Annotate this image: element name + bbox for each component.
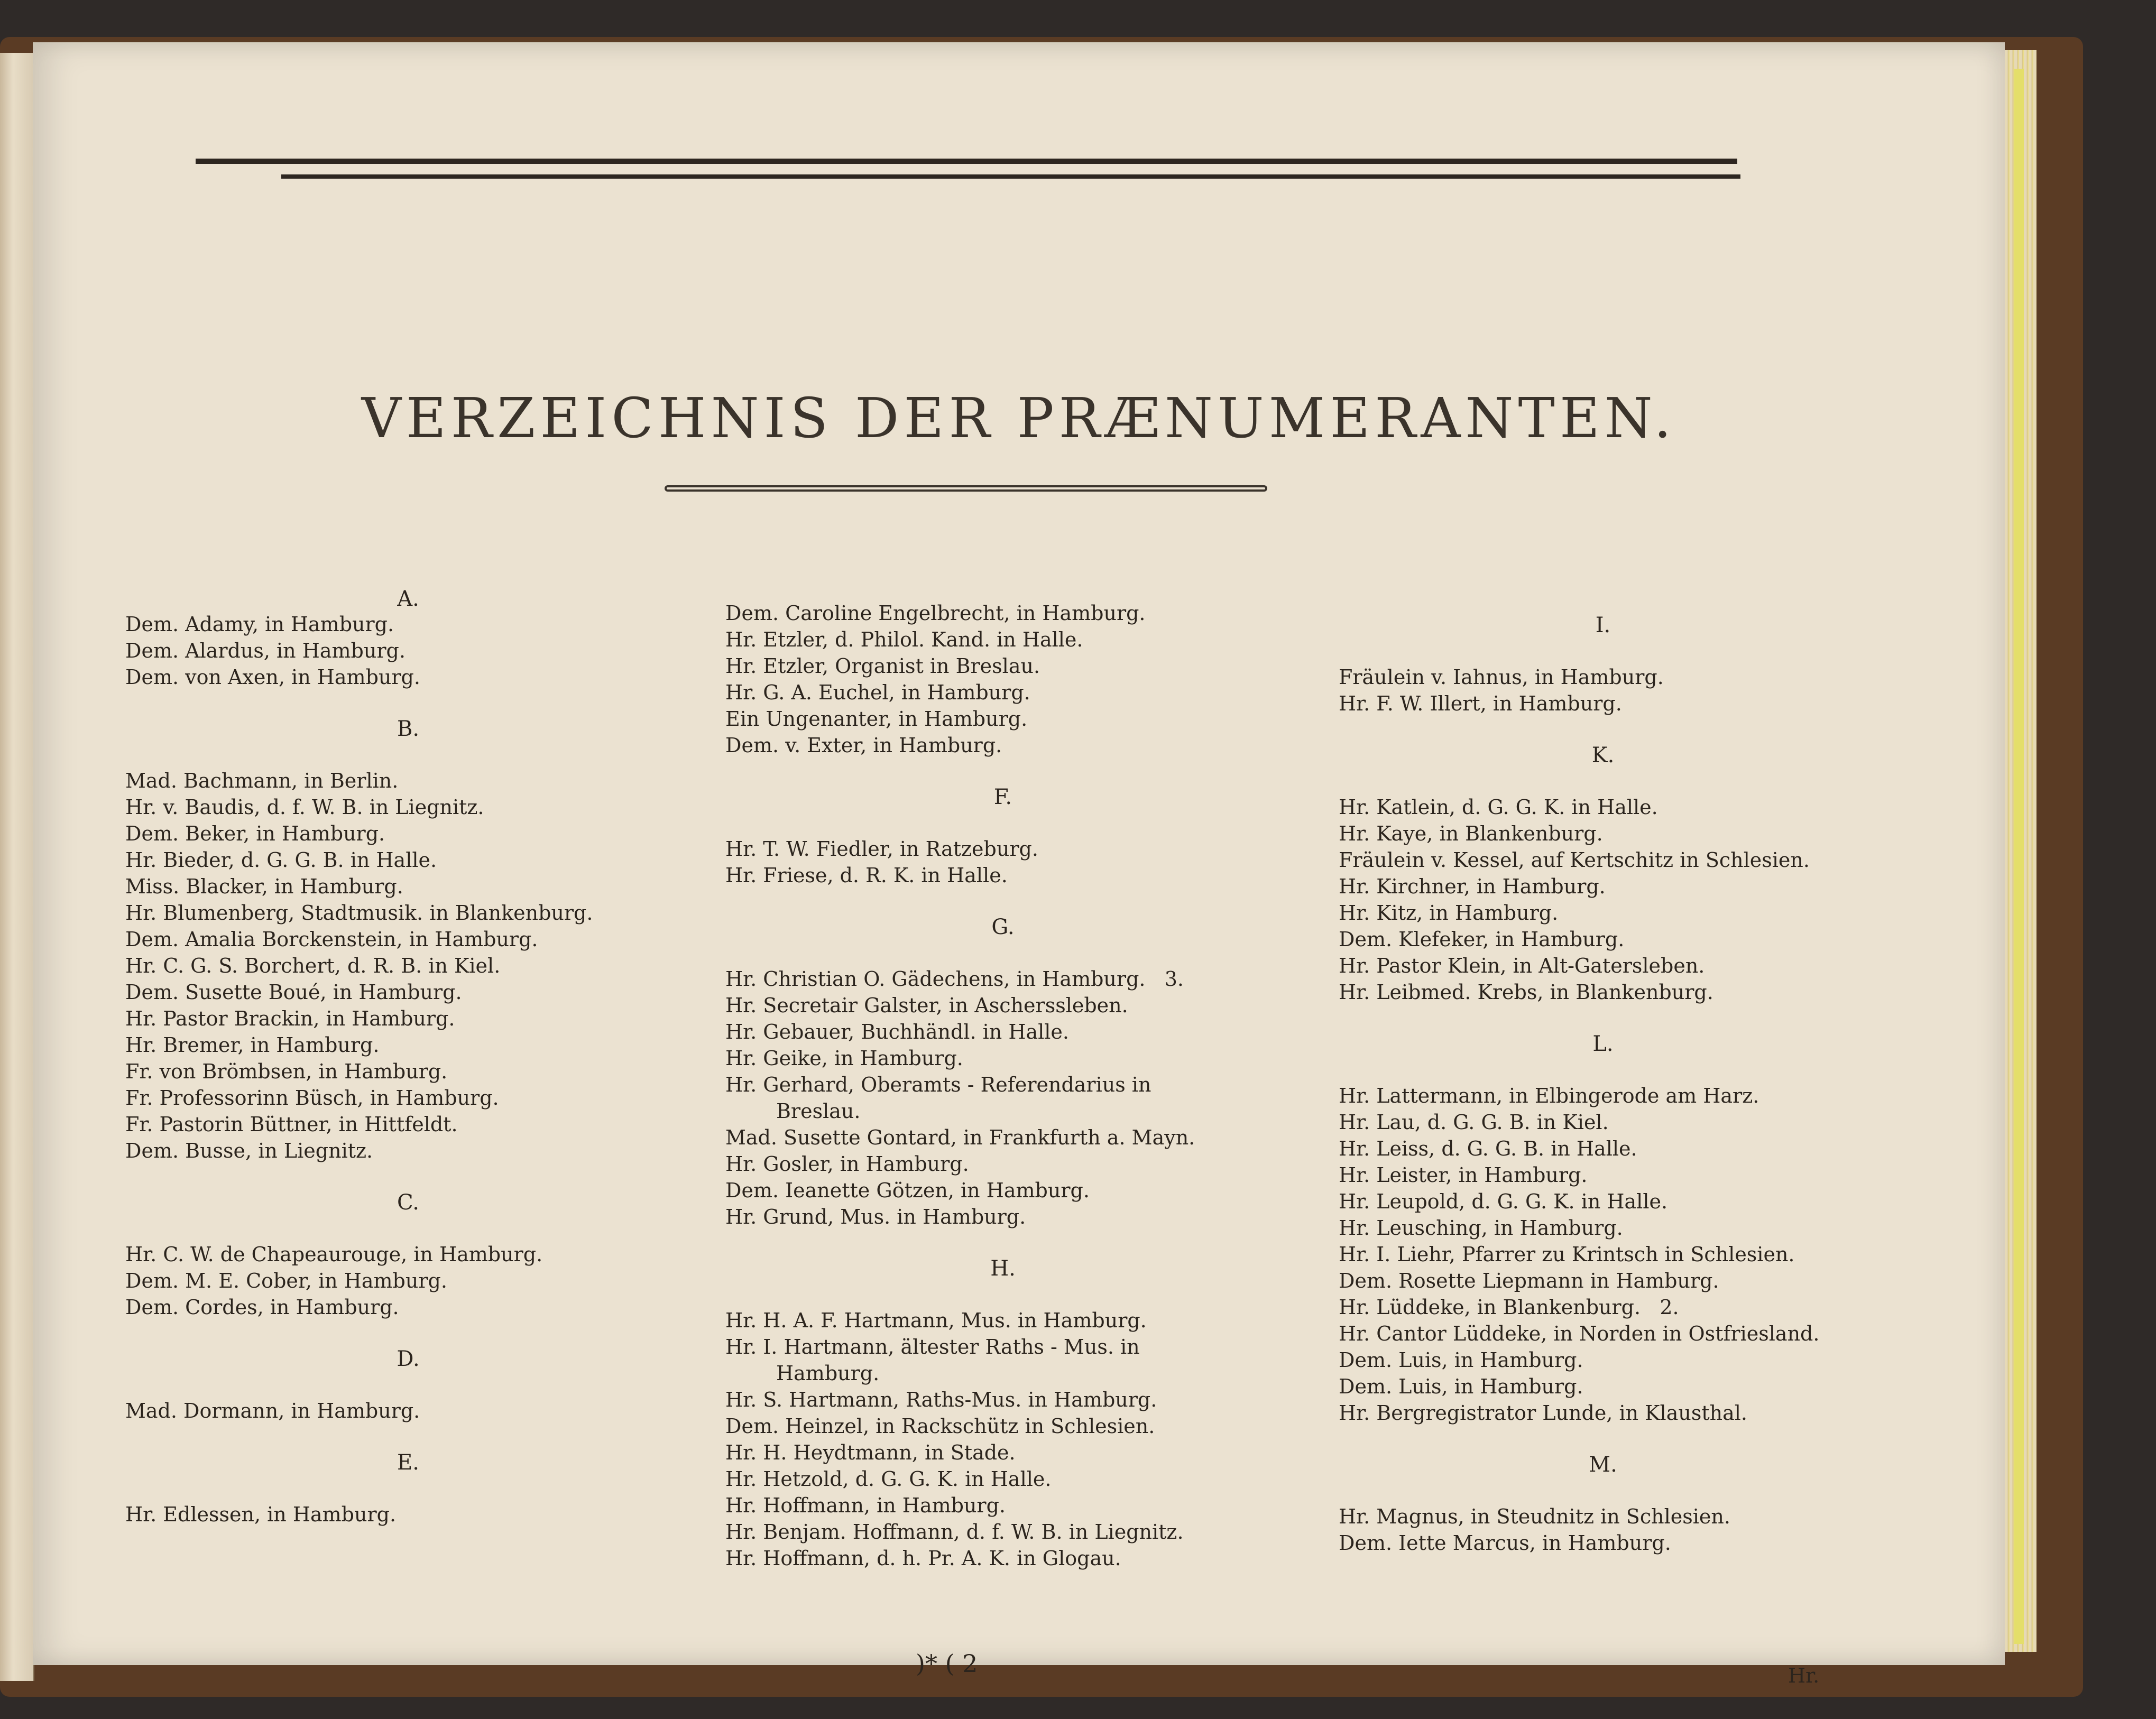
subscriber-entry: Dem. Alardus, in Hamburg. <box>125 639 406 662</box>
subscriber-entry: Hr. T. W. Fiedler, in Ratzeburg. <box>725 837 1038 861</box>
subscriber-entry: Hr. Leibmed. Krebs, in Blankenburg. <box>1339 981 1713 1004</box>
page <box>33 42 2005 1687</box>
subscriber-entry: Hr. v. Baudis, d. f. W. B. in Liegnitz. <box>125 796 484 819</box>
subscriber-entry: Dem. Rosette Liepmann in Hamburg. <box>1339 1269 1719 1292</box>
subscriber-entry: Hr. Edlessen, in Hamburg. <box>125 1503 397 1526</box>
section-letter: C. <box>397 1190 419 1215</box>
section-gap <box>125 1371 691 1398</box>
subscriber-entry: Miss. Blacker, in Hamburg. <box>125 875 403 898</box>
subscriber-entry: Hr. Kirchner, in Hamburg. <box>1339 875 1606 898</box>
subscriber-entry: Hr. Blumenberg, Stadtmusik. in Blankenburg. <box>125 901 593 925</box>
section-gap <box>125 1320 691 1347</box>
subscriber-entry: Hr. F. W. Illert, in Hamburg. <box>1339 692 1622 715</box>
subscriber-entry: Hr. Kaye, in Blankenburg. <box>1339 822 1603 845</box>
subscriber-entry: Dem. Adamy, in Hamburg. <box>125 613 394 636</box>
column-middle <box>725 600 1280 1572</box>
header-rule-thin <box>281 174 1740 179</box>
subscriber-entry: Hr. Lüddeke, in Blankenburg. 2. <box>1339 1296 1679 1319</box>
subscriber-entry: Hr. Grund, Mus. in Hamburg. <box>725 1205 1026 1228</box>
subscriber-entry: Mad. Bachmann, in Berlin. <box>125 769 399 792</box>
section-letter: D. <box>397 1347 420 1371</box>
title-underline <box>665 485 1267 492</box>
subscriber-entry: Dem. Heinzel, in Rackschütz in Schlesien. <box>725 1415 1155 1438</box>
subscriber-entry: Hr. Leupold, d. G. G. K. in Halle. <box>1339 1190 1668 1213</box>
column-left <box>125 587 691 1528</box>
subscriber-entry: Dem. M. E. Cober, in Hamburg. <box>125 1269 447 1292</box>
subscriber-entry: Dem. Susette Boué, in Hamburg. <box>125 981 462 1004</box>
subscriber-entry: Dem. Cordes, in Hamburg. <box>125 1296 399 1319</box>
section-gap <box>725 1230 1280 1256</box>
subscriber-entry: Hr. I. Liehr, Pfarrer zu Krintsch in Schlesien. <box>1339 1243 1795 1266</box>
subscriber-entry: Hr. Gebauer, Buchhändl. in Halle. <box>725 1020 1069 1043</box>
section-gap <box>725 759 1280 785</box>
subscriber-entry: Dem. Beker, in Hamburg. <box>125 822 385 845</box>
section-letter: K. <box>1591 743 1615 768</box>
section-gap <box>125 1475 691 1501</box>
subscriber-entry: Hr. Benjam. Hoffmann, d. f. W. B. in Liegnitz. <box>725 1520 1184 1544</box>
section-gap <box>125 741 691 768</box>
subscriber-entry: Hr. Secretair Galster, in Ascherssleben. <box>725 994 1128 1017</box>
subscriber-entry: Fräulein v. Kessel, auf Kertschitz in Schlesien. <box>1339 848 1810 872</box>
subscriber-entry: Hr. Christian O. Gädechens, in Hamburg. 3. <box>725 967 1184 991</box>
section-letter: B. <box>397 717 420 741</box>
subscriber-entry: Dem. Busse, in Liegnitz. <box>125 1139 373 1162</box>
section-gap <box>725 939 1280 966</box>
section-gap <box>1339 637 1867 664</box>
subscriber-entry-continuation: Breslau. <box>776 1099 861 1123</box>
section-letter: M. <box>1589 1453 1617 1477</box>
subscriber-entry: Fr. von Brömbsen, in Hamburg. <box>125 1060 448 1083</box>
subscriber-entry: Hr. G. A. Euchel, in Hamburg. <box>725 681 1030 704</box>
subscriber-entry: Hr. Magnus, in Steudnitz in Schlesien. <box>1339 1505 1730 1528</box>
catchword: Hr. <box>1788 1664 1820 1687</box>
subscriber-entry: Hr. Lattermann, in Elbingerode am Harz. <box>1339 1084 1759 1107</box>
subscriber-entry: Hr. C. W. de Chapeaurouge, in Hamburg. <box>125 1243 543 1266</box>
subscriber-entry: Hr. Gosler, in Hamburg. <box>725 1152 969 1176</box>
subscriber-entry: Dem. Ieanette Götzen, in Hamburg. <box>725 1179 1090 1202</box>
subscriber-entry: Hr. Hoffmann, in Hamburg. <box>725 1494 1006 1517</box>
page-signature: )* ( 2 <box>916 1649 978 1678</box>
subscriber-entry: Hr. H. A. F. Hartmann, Mus. in Hamburg. <box>725 1309 1147 1332</box>
section-gap <box>1339 717 1867 743</box>
subscriber-entry: Hr. Leiss, d. G. G. B. in Halle. <box>1339 1137 1637 1160</box>
left-page-edge <box>0 53 34 1681</box>
section-letter: H. <box>990 1256 1016 1281</box>
subscriber-entry: Dem. Iette Marcus, in Hamburg. <box>1339 1531 1671 1555</box>
section-gap <box>125 690 691 717</box>
section-gap <box>1339 768 1867 794</box>
subscriber-entry: Hr. Gerhard, Oberamts - Referendarius in <box>725 1073 1151 1096</box>
section-gap <box>1339 1056 1867 1083</box>
section-letter: A. <box>397 587 419 611</box>
subscriber-entry: Hr. H. Heydtmann, in Stade. <box>725 1441 1016 1464</box>
subscriber-entry: Hr. Cantor Lüddeke, in Norden in Ostfriesland. <box>1339 1322 1820 1345</box>
subscriber-entry: Dem. Luis, in Hamburg. <box>1339 1348 1583 1372</box>
subscriber-entry: Dem. von Axen, in Hamburg. <box>125 666 420 689</box>
section-gap <box>1339 1477 1867 1503</box>
section-letter: L. <box>1592 1032 1614 1056</box>
section-gap <box>1339 1005 1867 1032</box>
subscriber-entry: Hr. S. Hartmann, Raths-Mus. in Hamburg. <box>725 1388 1157 1411</box>
subscriber-entry: Hr. Bergregistrator Lunde, in Klausthal. <box>1339 1401 1747 1425</box>
section-letter: E. <box>397 1450 419 1475</box>
subscriber-entry: Ein Ungenanter, in Hamburg. <box>725 707 1028 731</box>
subscriber-entry: Hr. Leusching, in Hamburg. <box>1339 1216 1623 1240</box>
subscriber-entry: Hr. Hoffmann, d. h. Pr. A. K. in Glogau. <box>725 1547 1121 1570</box>
yellow-page-edge <box>2014 69 2024 1644</box>
subscriber-entry: Hr. Bieder, d. G. G. B. in Halle. <box>125 848 437 872</box>
subscriber-entry: Mad. Dormann, in Hamburg. <box>125 1399 420 1422</box>
header-rule-thick <box>196 159 1737 164</box>
section-letter: G. <box>991 915 1015 939</box>
subscriber-entry: Fr. Professorinn Büsch, in Hamburg. <box>125 1086 499 1110</box>
section-gap <box>1339 1426 1867 1453</box>
section-gap <box>725 889 1280 915</box>
subscriber-entry: Hr. Leister, in Hamburg. <box>1339 1163 1588 1187</box>
subscriber-entry: Hr. I. Hartmann, ältester Raths - Mus. in <box>725 1335 1140 1358</box>
subscriber-entry: Hr. Hetzold, d. G. G. K. in Halle. <box>725 1467 1052 1491</box>
subscriber-entry: Hr. Katlein, d. G. G. K. in Halle. <box>1339 796 1658 819</box>
subscriber-entry: Dem. Caroline Engelbrecht, in Hamburg. <box>725 602 1146 625</box>
section-letter: I. <box>1595 613 1611 637</box>
subscriber-entry: Dem. Amalia Borckenstein, in Hamburg. <box>125 928 538 951</box>
subscriber-entry-continuation: Hamburg. <box>776 1362 880 1385</box>
subscriber-entry: Mad. Susette Gontard, in Frankfurth a. Mayn. <box>725 1126 1195 1149</box>
subscriber-entry: Fräulein v. Iahnus, in Hamburg. <box>1339 666 1664 689</box>
subscriber-entry: Dem. Luis, in Hamburg. <box>1339 1375 1583 1398</box>
subscriber-entry: Dem. v. Exter, in Hamburg. <box>725 734 1002 757</box>
subscriber-entry: Hr. Etzler, Organist in Breslau. <box>725 654 1040 678</box>
subscriber-entry: Hr. Bremer, in Hamburg. <box>125 1033 380 1057</box>
page-title: VERZEICHNIS DER PRÆNUMERANTEN. <box>361 386 1676 450</box>
subscriber-entry: Hr. Pastor Klein, in Alt-Gatersleben. <box>1339 954 1705 977</box>
subscriber-entry: Hr. C. G. S. Borchert, d. R. B. in Kiel. <box>125 954 501 977</box>
section-letter: F. <box>993 785 1012 809</box>
subscriber-entry: Hr. Lau, d. G. G. B. in Kiel. <box>1339 1111 1609 1134</box>
subscriber-entry: Fr. Pastorin Büttner, in Hittfeldt. <box>125 1113 458 1136</box>
subscriber-entry: Hr. Etzler, d. Philol. Kand. in Halle. <box>725 628 1083 651</box>
section-gap <box>125 1424 691 1450</box>
section-gap <box>125 1215 691 1241</box>
subscriber-entry: Hr. Kitz, in Hamburg. <box>1339 901 1559 925</box>
section-gap <box>725 1281 1280 1307</box>
subscriber-entry: Hr. Friese, d. R. K. in Halle. <box>725 864 1008 887</box>
subscriber-entry: Hr. Pastor Brackin, in Hamburg. <box>125 1007 455 1030</box>
subscriber-entry: Dem. Klefeker, in Hamburg. <box>1339 928 1625 951</box>
section-gap <box>725 809 1280 836</box>
subscriber-entry: Hr. Geike, in Hamburg. <box>725 1047 963 1070</box>
column-right <box>1339 613 1867 1556</box>
section-gap <box>125 1164 691 1190</box>
